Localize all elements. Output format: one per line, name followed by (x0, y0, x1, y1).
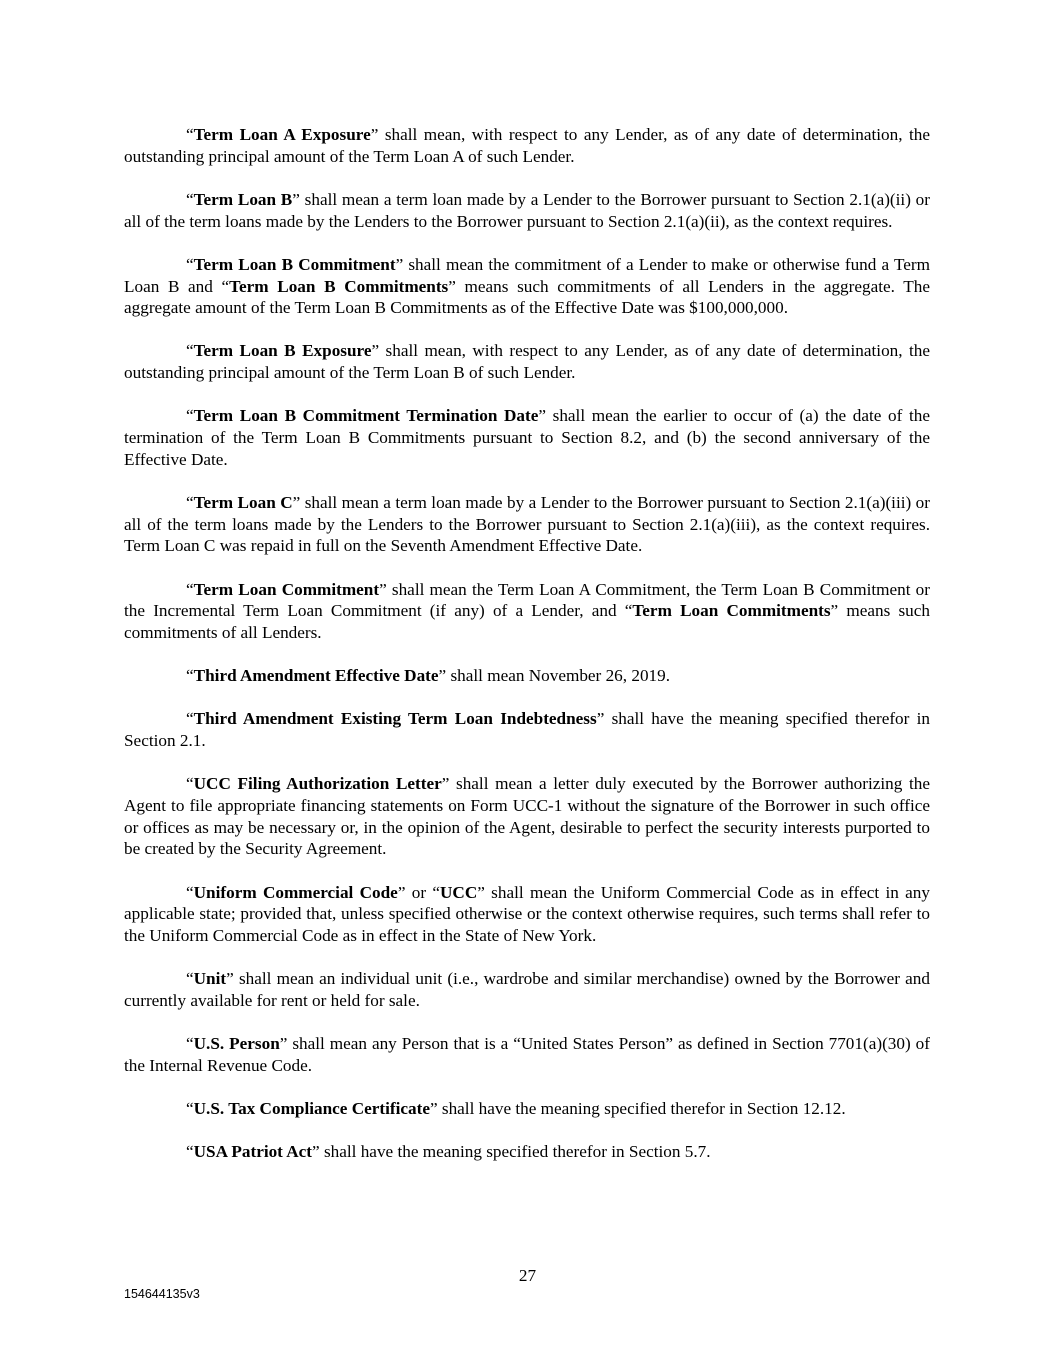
definition-paragraph (124, 773, 930, 860)
definition-text: “ (186, 341, 194, 361)
definition-text: “ (186, 579, 194, 599)
defined-term: UCC Filing Authorization Letter (193, 774, 442, 794)
definition-text: ” shall mean, with respect to any Lender, as of any date of determination, the outstanding principal amount of the Term Loan A of such Lender. (124, 125, 930, 166)
definition-text: ” means such commitments of all Lenders. (124, 601, 930, 642)
definition-text: “ (186, 1099, 194, 1118)
definition-text: ” shall mean, with respect to any Lender, as of any date of determination, the outstanding principal amount of the Term Loan B of such Lender. (124, 341, 930, 383)
definition-text: ” shall have the meaning specified therefor in Section 12.12. (429, 1099, 846, 1118)
definition-paragraph (124, 708, 930, 751)
definition-text: ” shall have the meaning specified therefor in Section 5.7. (312, 1142, 711, 1162)
defined-term: Term Loan Commitment (193, 579, 380, 599)
defined-term: Term Loan B Commitment (193, 254, 396, 274)
definition-text: ” shall mean the Term Loan A Commitment, the Term Loan B Commitment or the Incremental Term Loan Commitment (if any) of a Lender, and “ (124, 579, 930, 621)
definition-paragraph (124, 1098, 930, 1120)
definition-text: “ (186, 882, 194, 902)
definition-paragraph (124, 665, 930, 687)
definition-paragraph (124, 492, 930, 557)
definition-paragraph (124, 340, 930, 383)
definition-text: ” shall mean the commitment of a Lender to make or otherwise fund a Term Loan B and “ (124, 254, 930, 296)
defined-term: Term Loan Commitments (632, 601, 831, 621)
definition-paragraph (124, 189, 930, 232)
defined-term: U.S. Tax Compliance Certificate (193, 1099, 430, 1118)
definition-text: “ (186, 1142, 194, 1162)
definition-text: ” shall mean any Person that is a “United States Person” as defined in Section 7701(a)(30) of the Internal Revenue Code. (124, 1034, 930, 1075)
defined-term: USA Patriot Act (193, 1142, 313, 1162)
definition-text: “ (186, 406, 194, 426)
definitions-list (124, 124, 930, 1184)
defined-term: Third Amendment Existing Term Loan Indebtedness (193, 709, 597, 729)
defined-term: Term Loan C (193, 492, 293, 512)
definition-text: “ (186, 666, 194, 686)
defined-term: Term Loan A Exposure (193, 125, 371, 144)
definition-text: “ (186, 774, 194, 794)
definition-text: ” shall mean a letter duly executed by the Borrower authorizing the Agent to file appropriate financing statements on Form UCC-1 without the signature of the Borrower in such office or offices as may be necessary or, in the opinion of the Agent, desirable to perfect the security interests purported to be created by the Security Agreement. (124, 774, 930, 859)
definition-text: “ (186, 969, 194, 989)
defined-term: Uniform Commercial Code (193, 882, 398, 902)
document-id: 154644135v3 (124, 1287, 200, 1301)
definition-paragraph (124, 968, 930, 1011)
definition-text: ” shall have the meaning specified therefor in Section 2.1. (124, 709, 931, 751)
definition-text: ” means such commitments of all Lenders in the aggregate. The aggregate amount of the Term Loan B Commitments as of the Effective Date was $100,000,000. (124, 276, 930, 318)
definition-text: “ (186, 1034, 194, 1054)
definition-paragraph (124, 124, 930, 167)
defined-term: Term Loan B Commitment Termination Date (193, 406, 539, 426)
definition-paragraph (124, 254, 930, 319)
definition-text: “ (186, 709, 194, 729)
definition-paragraph (124, 579, 930, 644)
definition-text: “ (186, 189, 194, 209)
page-number: 27 (518, 1266, 537, 1285)
definition-paragraph (124, 1141, 930, 1163)
definition-paragraph (124, 405, 930, 470)
definition-text: “ (186, 125, 194, 144)
definition-text: “ (186, 492, 194, 512)
definition-text: ” shall mean November 26, 2019. (438, 666, 671, 686)
defined-term: Unit (193, 969, 227, 989)
definition-text: ” shall mean an individual unit (i.e., wardrobe and similar merchandise) owned by the Borrower and currently available for rent or held for sale. (124, 969, 930, 1010)
definition-paragraph (124, 882, 930, 947)
definition-text: ” shall mean a term loan made by a Lender to the Borrower pursuant to Section 2.1(a)(iii) or all of the term loans made by the Lenders to the Borrower pursuant to Section 2.1(a)(iii), as the context requires. Term Loan C was repaid in full on the Seventh Amendment Effective Date. (124, 492, 930, 556)
defined-term: Third Amendment Effective Date (193, 666, 439, 686)
definition-text: ” shall mean a term loan made by a Lender to the Borrower pursuant to Section 2.1(a)(ii) or all of the term loans made by the Lenders to the Borrower pursuant to Section 2.1(a)(ii), as the context requires. (124, 189, 930, 231)
defined-term: U.S. Person (193, 1034, 280, 1054)
definition-text: ” or “ (397, 882, 440, 902)
definition-text: “ (186, 254, 194, 274)
defined-term: Term Loan B (193, 189, 293, 209)
defined-term: UCC (440, 882, 478, 902)
definition-text: ” shall mean the earlier to occur of (a) the date of the termination of the Term Loan B Commitments pursuant to Section 8.2, and (b) the second anniversary of the Effective Date. (124, 406, 931, 469)
defined-term: Term Loan B Exposure (193, 341, 372, 361)
defined-term: Term Loan B Commitments (229, 276, 449, 296)
definition-text: ” shall mean the Uniform Commercial Code as in effect in any applicable state; provided that, unless specified otherwise or the context otherwise requires, such terms shall refer to the Uniform Commercial Code as in effect in the State of New York. (124, 882, 930, 945)
definition-paragraph (124, 1033, 930, 1076)
